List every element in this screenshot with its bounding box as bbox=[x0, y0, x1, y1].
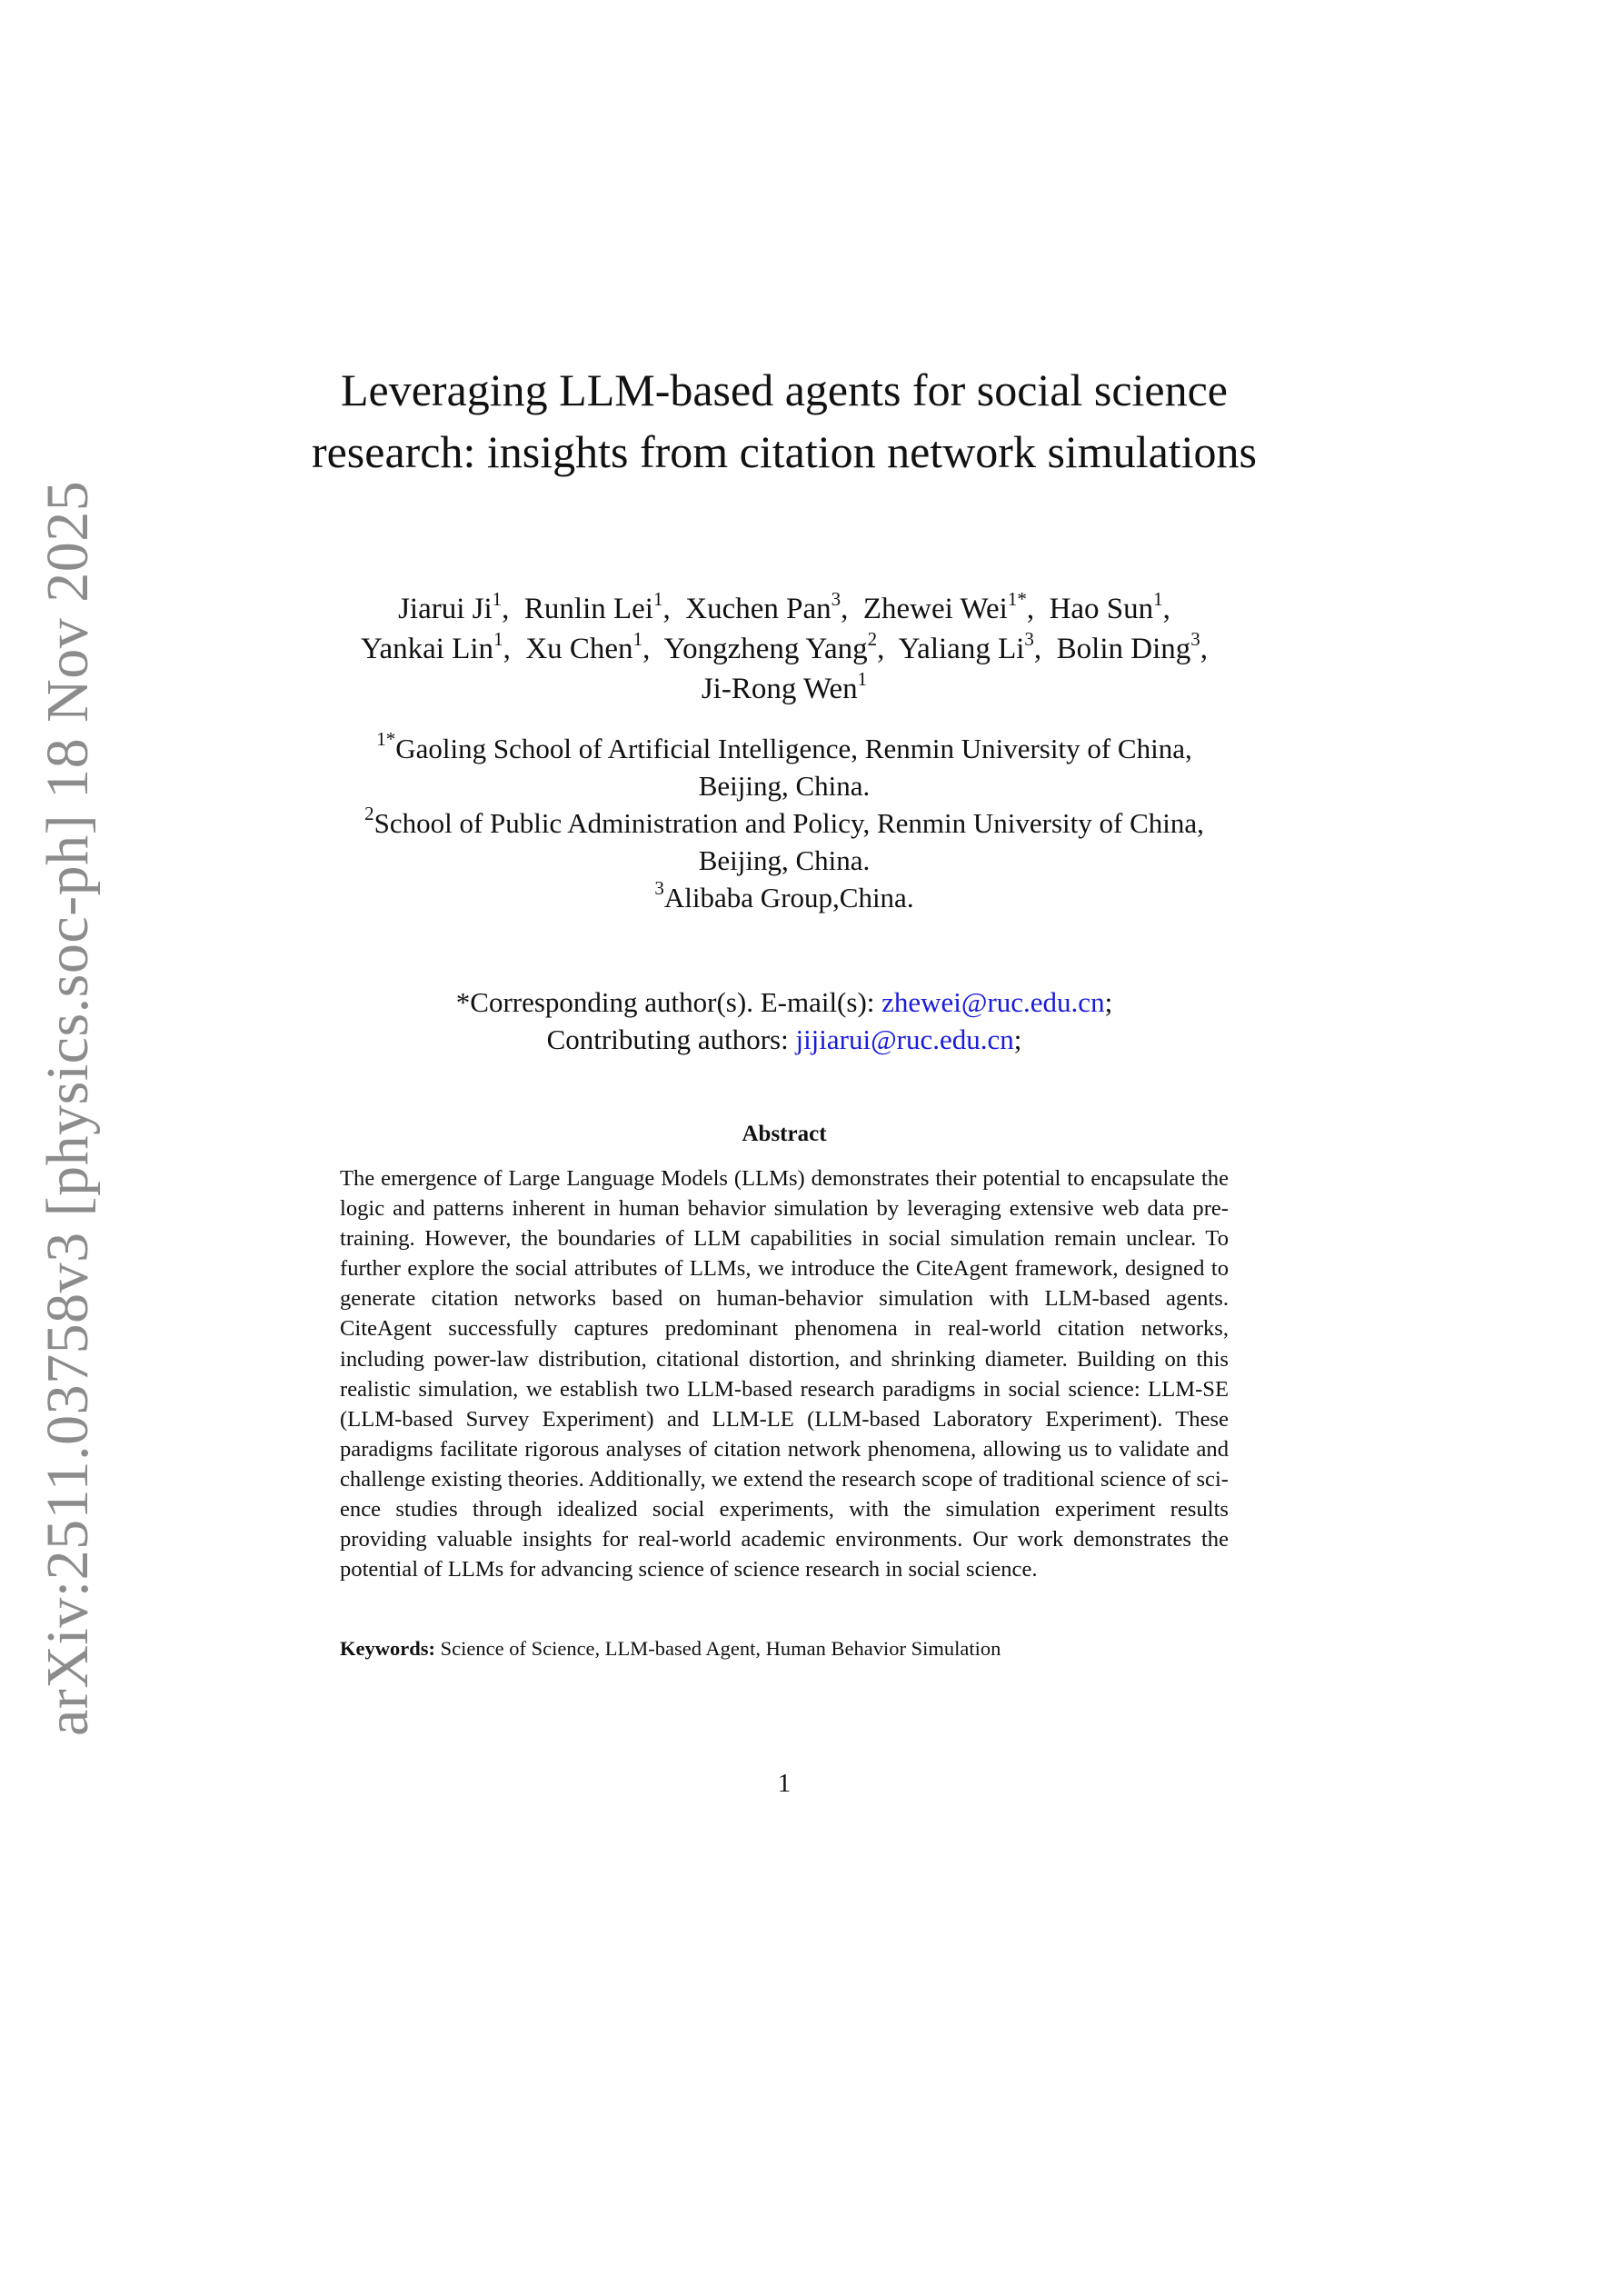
keywords-label: Keywords: bbox=[340, 1637, 435, 1660]
author-affiliation-mark: 1* bbox=[1007, 588, 1027, 610]
author-name: Ji-Rong Wen bbox=[701, 673, 858, 705]
contributing-authors-line: Contributing authors: jijiarui@ruc.edu.cn; bbox=[546, 1023, 1022, 1055]
affiliation-line bbox=[273, 879, 1296, 916]
abstract-text: The emergence of Large Language Models (LLMs) demonstrates their potential to encapsulate the logic and patterns inherent in human behavior simulation by leveraging extensive web data pre-training. However, the boundaries of LLM capabilities in social simulation remain unclear. To further explore the social attributes of LLMs, we introduce the CiteAgent framework, designed to generate citation networks based on human-behavior simulation with LLM-based agents. CiteAgent successfully captures predominant phenomena in real-world citation networks, including power-law distribution, citational distortion, and shrinking diameter. Building on this realistic simulation, we establish two LLM-based research paradigms in social science: LLM-SE (LLM-based Survey Experiment) and LLM-LE (LLM-based Laboratory Experiment). These paradigms facilitate rigorous analyses of citation network phenomena, allowing us to validate and challenge existing theories. Additionally, we extend the research scope of traditional science of science studies through idealized social experiments, with the simulation experiment results providing valuable insights for real-world academic environments. Our work demonstrates the potential of LLMs for advancing science of science research in social science. bbox=[340, 1166, 1229, 1582]
affiliation-mark: 3 bbox=[654, 877, 664, 899]
author: Zhewei Wei$^{1*}$, bbox=[862, 588, 1035, 625]
author-affiliation-mark: 1 bbox=[632, 628, 643, 650]
affiliation-text: Alibaba Group,China. bbox=[663, 882, 914, 913]
affiliation-line bbox=[273, 804, 1296, 842]
author: Yaliang Li$^3$, bbox=[898, 628, 1042, 665]
author-affiliation-mark: 1 bbox=[857, 668, 868, 690]
corresponding-email-link[interactable]: zhewei@ruc.edu.cn bbox=[881, 986, 1105, 1018]
affiliation-line: Beijing, China. bbox=[698, 770, 871, 802]
author-affiliation-mark: 1 bbox=[1153, 588, 1163, 610]
page-number: 1 bbox=[777, 1769, 792, 1798]
author-name: Yongzheng Yang bbox=[663, 633, 868, 665]
author-affiliation-mark: 3 bbox=[1024, 628, 1034, 650]
author-affiliation-mark: 3 bbox=[1190, 628, 1200, 650]
keywords-text: Science of Science, LLM-based Agent, Human Behavior Simulation bbox=[435, 1637, 1001, 1660]
contributing-email-link[interactable]: jijiarui@ruc.edu.cn bbox=[795, 1023, 1014, 1055]
affiliation-mark: 1* bbox=[376, 728, 396, 750]
author-name: Xuchen Pan bbox=[685, 593, 831, 625]
author: Bolin Ding$^3$, bbox=[1056, 628, 1209, 665]
affiliation-text: Gaoling School of Artificial Intelligence, Renmin University of China, bbox=[395, 733, 1192, 764]
abstract-heading: Abstract bbox=[742, 1122, 827, 1146]
affiliation-line bbox=[273, 730, 1296, 767]
author-name: Hao Sun bbox=[1049, 593, 1154, 625]
author-list bbox=[273, 589, 1296, 709]
affiliation-line: Beijing, China. bbox=[698, 844, 871, 876]
author-affiliation-mark: 2 bbox=[867, 628, 878, 650]
author: Xu Chen$^1$, bbox=[525, 628, 651, 665]
correspondence-block bbox=[273, 983, 1296, 1058]
affiliation-list bbox=[273, 730, 1296, 916]
author-affiliation-mark: 1 bbox=[492, 588, 503, 610]
paper-title: Leveraging LLM-based agents for social science research: insights from citation network simulations bbox=[311, 364, 1258, 477]
author: Xuchen Pan$^3$, bbox=[685, 588, 849, 625]
author-name: Yankai Lin bbox=[360, 633, 494, 665]
author-name: Yaliang Li bbox=[898, 633, 1025, 665]
affiliation-mark: 2 bbox=[364, 803, 374, 824]
author: Yongzheng Yang$^2$, bbox=[663, 628, 885, 665]
author bbox=[701, 668, 868, 705]
author-affiliation-mark: 1 bbox=[493, 628, 503, 650]
author-name: Jiarui Ji bbox=[398, 593, 493, 625]
arxiv-identifier-stamp: arXiv:2511.03758v3 [physics.soc-ph] 18 Nov 2025 bbox=[35, 480, 101, 1736]
corresponding-author-line: *Corresponding author(s). E-mail(s): zhewei@ruc.edu.cn; bbox=[455, 986, 1113, 1018]
author: Yankai Lin$^1$, bbox=[360, 628, 511, 665]
author: Runlin Lei$^1$, bbox=[523, 588, 671, 625]
affiliation-text: School of Public Administration and Policy, Renmin University of China, bbox=[373, 807, 1204, 839]
author-name: Xu Chen bbox=[525, 633, 633, 665]
author-affiliation-mark: 3 bbox=[831, 588, 841, 610]
author: Hao Sun$^1$, bbox=[1049, 588, 1170, 625]
author-name: Zhewei Wei bbox=[862, 593, 1008, 625]
author-name: Runlin Lei bbox=[523, 593, 653, 625]
author-name: Bolin Ding bbox=[1056, 633, 1191, 665]
keywords-line bbox=[340, 1635, 1229, 1662]
author: Jiarui Ji$^1$, bbox=[398, 588, 510, 625]
author-affiliation-mark: 1 bbox=[652, 588, 663, 610]
